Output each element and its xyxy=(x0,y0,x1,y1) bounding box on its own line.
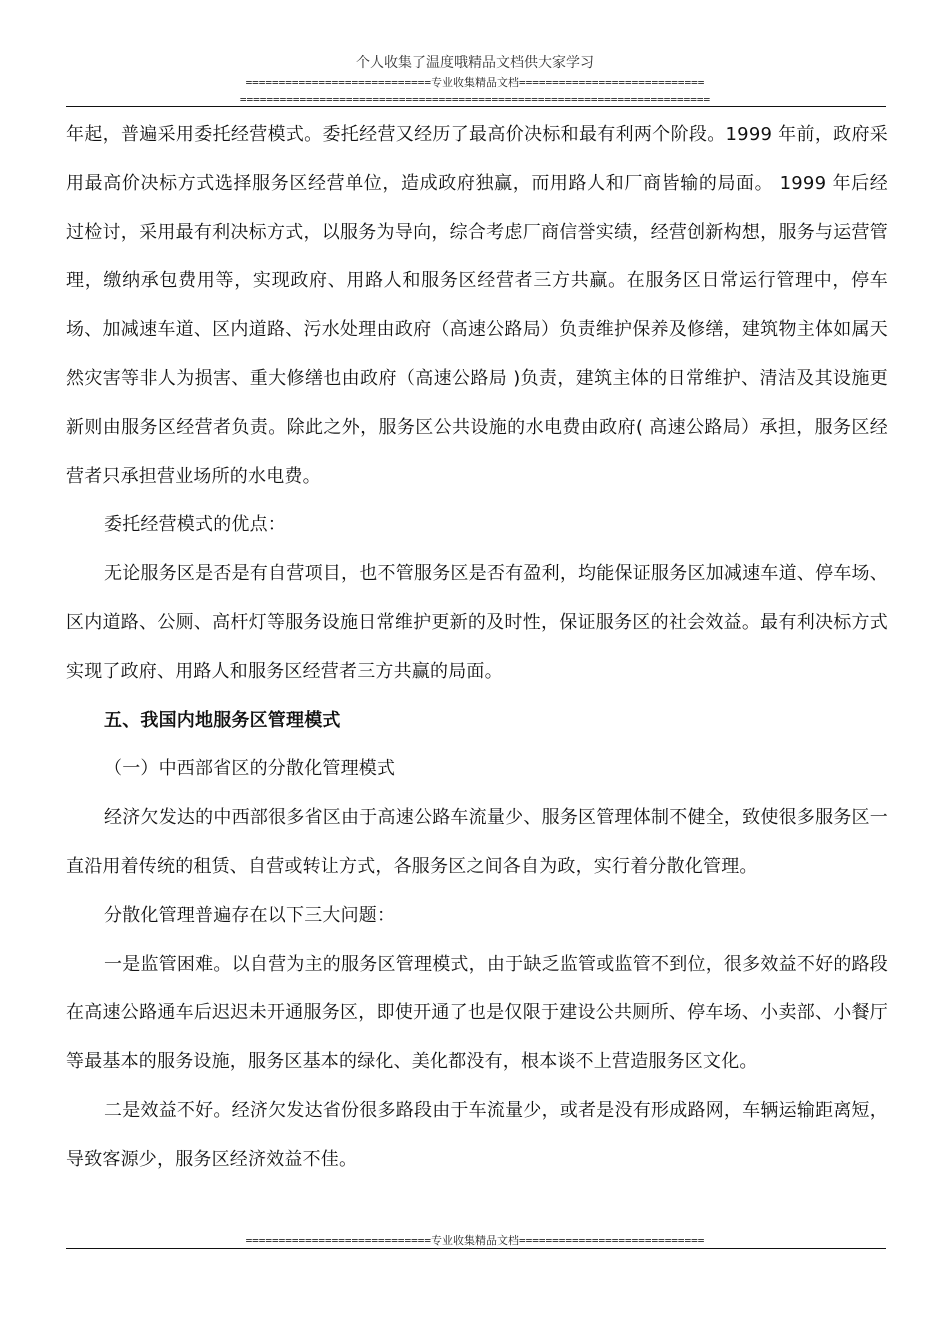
paragraph-decentralized: 经济欠发达的中西部很多省区由于高速公路车流量少、服务区管理体制不健全，致使很多服务区一直沿用着传统的租赁、自营或转让方式，各服务区之间各自为政，实行着分散化管理。 xyxy=(66,807,888,877)
paragraph-problem-two: 二是效益不好。经济欠发达省份很多路段由于车流量少，或者是没有形成路网，车辆运输距离短，导致客源少，服务区经济效益不佳。 xyxy=(66,1099,888,1170)
paragraph-problem-one: 一是监管困难。以自营为主的服务区管理模式，由于缺乏监管或监管不到位，很多效益不好的路段在高速公路通车后迟迟未开通服务区，即使开通了也是仅限于建设公共厕所、停车场、小卖部、小餐厅等最基本的服务设施，服务区基本的绿化、美化都没有，根本谈不上营造服务区文化。 xyxy=(66,953,888,1073)
paragraph-advantages: 无论服务区是否是有自营项目，也不管服务区是否有盈利，均能保证服务区加减速车道、停车场、区内道路、公厕、高杆灯等服务设施日常维护更新的及时性，保证服务区的社会效益。最有利决标方式实现了政府、用路人和服务区经营者三方共赢的局面。 xyxy=(66,563,888,682)
section-heading: 五、我国内地服务区管理模式 xyxy=(104,709,341,731)
subsection-heading: （一）中西部省区的分散化管理模式 xyxy=(104,758,396,780)
paragraph-advantages-intro: 委托经营模式的优点： xyxy=(104,514,286,536)
header-separator-line: ============================专业收集精品文档============================ xyxy=(245,76,705,89)
paragraph-problems-intro: 分散化管理普遍存在以下三大问题： xyxy=(104,904,396,926)
paragraph-continuation: 年起，普遍采用委托经营模式。委托经营又经历了最高价决标和最有利两个阶段。1999 年前，政府采用最高价决标方式选择服务区经营单位，造成政府独赢，而用路人和厂商皆输的局面。 1999 年后经过检讨，采用最有利决标方式，以服务为导向，综合考虑厂商信誉实绩，经营创新构想，服务与运营管理，缴纳承包费用等，实现政府、用路人和服务区经营者三方共赢。在服务区日常运行管理中，停车场、加减速车道、区内道路、污水处理由政府（高速公路局）负责维护保养及修缮，建筑物主体如属天然灾害等非人为损害、重大修缮也由政府（高速公路局 )负责，建筑主体的日常维护、清洁及其设施更新则由服务区经营者负责。除此之外，服务区公共设施的水电费由政府( 高速公路局）承担，服务区经营者只承担营业场所的水电费。 xyxy=(66,124,888,487)
header-separator-line-2: ======================================================================= xyxy=(239,93,711,106)
footer-separator-line: ============================专业收集精品文档============================ xyxy=(245,1234,705,1247)
header-title: 个人收集了温度哦精品文档供大家学习 xyxy=(356,55,594,71)
document-body xyxy=(66,111,888,1185)
header-rule xyxy=(66,106,886,107)
footer-rule xyxy=(66,1248,886,1249)
